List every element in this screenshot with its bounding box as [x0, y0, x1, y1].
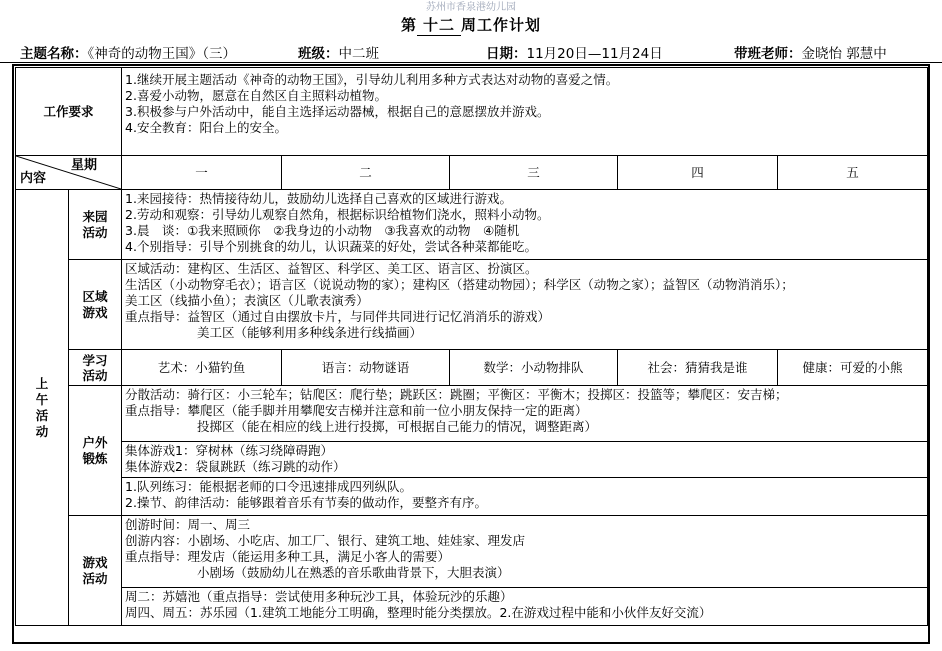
area-games-row: [16, 260, 928, 350]
date-value[interactable]: 11月20日—11月24日: [526, 46, 663, 62]
study-friday[interactable]: 健康：可爱的小熊: [778, 350, 928, 386]
games-content-1[interactable]: [122, 516, 928, 588]
drill-item: 1.队列练习：能根据老师的口令迅速排成四列纵队。: [125, 479, 412, 494]
diagonal-header-cell: [16, 156, 122, 190]
arrival-label: 来园活动: [69, 190, 122, 260]
games-line: 小剧场（鼓励幼儿在熟悉的音乐歌曲背景下，大胆表演）: [197, 565, 510, 580]
page-title: [0, 14, 942, 36]
drill-item: 2.操节、韵律活动：能够跟着音乐有节奏的做动作，要整齐有序。: [125, 495, 487, 510]
area-line: 区域活动：建构区、生活区、益智区、科学区、美工区、语言区、扮演区。: [125, 261, 538, 276]
arrival-item: 4.个别指导：引导个别挑食的幼儿，认识蔬菜的好处，尝试各种菜都能吃。: [125, 239, 537, 254]
outdoor-content-1[interactable]: [122, 386, 928, 442]
outdoor-row-3: [16, 478, 928, 516]
group-game: 集体游戏1：穿树林（练习绕障碍跑）: [125, 443, 333, 458]
games-row-2: [16, 588, 928, 626]
outdoor-content-3[interactable]: [122, 478, 928, 516]
theme-value[interactable]: 《神奇的动物王国》（三）: [87, 46, 236, 62]
area-games-content[interactable]: [122, 260, 928, 350]
requirement-item: 1.继续开展主题活动《神奇的动物王国》，引导幼儿利用多种方式表达对动物的喜爱之情。: [125, 72, 619, 87]
requirement-item: 3.积极参与户外活动中，能自主选择运动器械，根据自己的意愿摆放并游戏。: [125, 104, 550, 119]
games-content-2[interactable]: [122, 588, 928, 626]
games-row-1: [16, 516, 928, 588]
games-line: 创游内容：小剧场、小吃店、加工厂、银行、建筑工地、娃娃家、理发店: [125, 533, 526, 548]
games-line: 重点指导：理发店（能运用多种工具，满足小客人的需要）: [125, 549, 451, 564]
requirements-row: [16, 68, 928, 156]
info-bar: [6, 42, 936, 60]
requirements-content[interactable]: [122, 68, 928, 156]
area-line: 重点指导：益智区（通过自由摆放卡片，与同伴共同进行记忆消消乐的游戏）: [125, 309, 551, 324]
day-tuesday: 二: [282, 156, 450, 190]
day-thursday: 四: [618, 156, 778, 190]
day-wednesday: 三: [450, 156, 618, 190]
morning-activities-label: 上午活动: [16, 190, 69, 626]
study-row: [16, 350, 928, 386]
study-label: 学习活动: [69, 350, 122, 386]
outdoor-line: 投掷区（能在相应的线上进行投掷，可根据自己能力的情况，调整距离）: [197, 419, 598, 434]
teacher-info: 带班老师：金晓怡 郭慧中: [734, 46, 887, 62]
day-friday: 五: [778, 156, 928, 190]
area-line: 生活区（小动物穿毛衣）；语言区（说说动物的家）；建构区（搭建动物园）；科学区（动物之家）；益智区（动物消消乐）；: [125, 277, 794, 292]
area-games-label: 区域游戏: [69, 260, 122, 350]
study-thursday[interactable]: 社会：猜猜我是谁: [618, 350, 778, 386]
arrival-content[interactable]: [122, 190, 928, 260]
study-tuesday[interactable]: 语言：动物谜语: [282, 350, 450, 386]
games-line: 周四、周五：苏乐园（1.建筑工地能分工明确，整理时能分类摆放。2.在游戏过程中能和小伙伴友好交流）: [125, 605, 712, 620]
study-monday[interactable]: 艺术：小猫钓鱼: [122, 350, 282, 386]
watermark: 苏州市香泉港幼儿园: [426, 2, 516, 13]
games-line: 周二：苏嬉池（重点指导：尝试使用多种玩沙工具，体验玩沙的乐趣）: [125, 589, 513, 604]
arrival-item: 3.晨 谈：①我来照顾你 ②我身边的小动物 ③我喜欢的动物 ④随机: [125, 223, 520, 238]
outdoor-line: 重点指导：攀爬区（能手脚并用攀爬安吉梯并注意和前一位小朋友保持一定的距离）: [125, 403, 588, 418]
weekday-header-row: [16, 156, 928, 190]
group-game: 集体游戏2：袋鼠跳跃（练习跳的动作）: [125, 459, 346, 474]
day-monday: 一: [122, 156, 282, 190]
content-label: 内容: [20, 171, 47, 186]
week-number[interactable]: 十二: [417, 14, 461, 36]
requirement-item: 2.喜爱小动物，愿意在自然区自主照料动植物。: [125, 88, 387, 103]
arrival-row: [16, 190, 928, 260]
requirements-label: 工作要求: [16, 68, 122, 156]
date-info: 日期：11月20日—11月24日: [486, 46, 663, 62]
weekly-plan-table: [15, 67, 928, 626]
outdoor-label: 户外锻炼: [69, 386, 122, 516]
games-label: 游戏活动: [69, 516, 122, 626]
area-line: 美工区（能够利用多种线条进行线描画）: [197, 325, 423, 340]
study-wednesday[interactable]: 数学：小动物排队: [450, 350, 618, 386]
header-rule: [0, 62, 942, 63]
title-prefix: 第: [400, 16, 417, 34]
outdoor-content-2[interactable]: [122, 442, 928, 478]
class-value[interactable]: 中二班: [338, 46, 379, 62]
week-label: 星期: [71, 158, 98, 173]
requirement-item: 4.安全教育：阳台上的安全。: [125, 120, 287, 135]
theme-info: 主题名称：《神奇的动物王国》（三）: [20, 46, 236, 62]
arrival-item: 1.来园接待：热情接待幼儿，鼓励幼儿选择自己喜欢的区域进行游戏。: [125, 191, 512, 206]
arrival-item: 2.劳动和观察：引导幼儿观察自然角，根据标识给植物们浇水，照料小动物。: [125, 207, 550, 222]
outdoor-row-2: [16, 442, 928, 478]
outdoor-row-1: [16, 386, 928, 442]
teacher-value[interactable]: 金晓怡 郭慧中: [801, 46, 887, 62]
class-info: 班级：中二班: [298, 46, 379, 62]
title-suffix: 周工作计划: [461, 16, 542, 34]
games-line: 创游时间：周一、周三: [125, 517, 251, 532]
outdoor-line: 分散活动：骑行区：小三轮车；钻爬区：爬行垫；跳跃区：跳圈；平衡区：平衡木；投掷区：投篮等；攀爬区：安吉梯；: [125, 387, 788, 402]
area-line: 美工区（线描小鱼）；表演区（儿歌表演秀）: [125, 293, 369, 308]
